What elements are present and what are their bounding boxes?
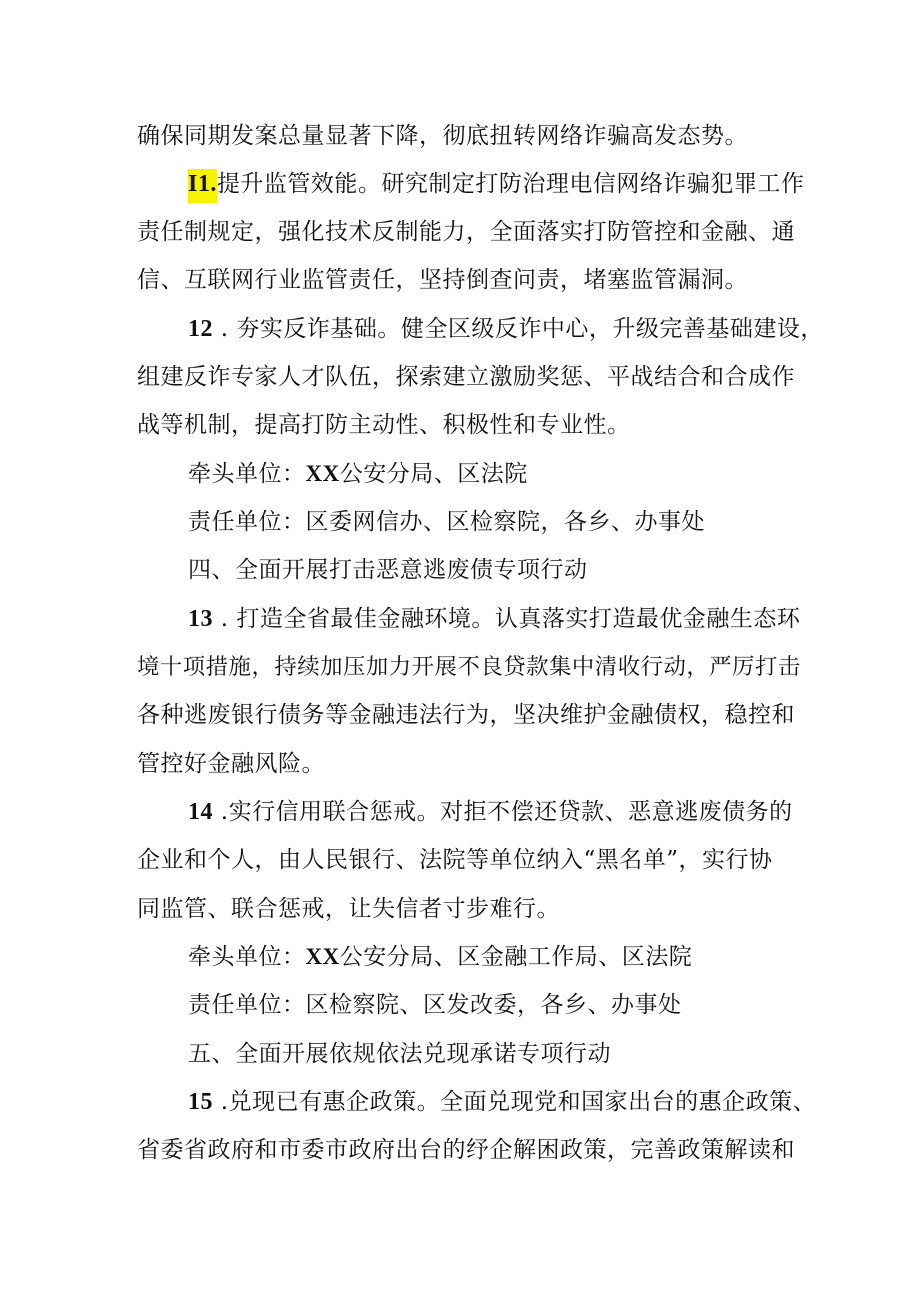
line-text: 公安分局、区金融工作局、区法院 [339,944,693,970]
paragraph-line [188,452,920,496]
line-text: .兑现已有惠企政策。全面兑现党和国家出台的惠企政策、 [213,1089,817,1115]
line-text: .实行信用联合惩戒。对拒不偿还贷款、恶意逃废债务的 [213,799,793,825]
paragraph-line [137,887,920,931]
line-text: 战等机制，提高打防主动性、积极性和专业性。 [137,412,631,438]
line-text: 企业和个人，由人民银行、法院等单位纳入“黑名单”，实行协 [137,847,773,873]
line-text: 组建反诈专家人才队伍，探索建立激励奖惩、平战结合和合成作 [137,364,795,390]
line-text: 责任单位：区检察院、区发改委，各乡、办事处 [188,992,682,1018]
bold-placeholder: XX [305,461,340,486]
paragraph-line [137,114,920,158]
line-text: . 打造全省最佳金融环境。认真落实打造最优金融生态环 [213,606,801,632]
line-text: 提升监管效能。研究制定打防治理电信网络诈骗犯罪工作 [216,171,805,197]
line-text: 四、全面开展打击恶意逃废债专项行动 [188,557,588,583]
paragraph-line [188,162,920,206]
item-number: 14 [188,799,213,825]
line-text: 责任制规定，强化技术反制能力，全面落实打防管控和金融、通 [137,219,795,245]
paragraph-line [137,355,920,399]
paragraph-line [137,403,920,447]
line-text: 省委省政府和市委市政府出台的纾企解困政策，完善政策解读和 [137,1137,795,1163]
line-prefix: 牵头单位： [188,944,306,970]
paragraph-line [188,307,920,351]
line-text: 各种逃废银行债务等金融违法行为，坚决维护金融债权，稳控和 [137,702,795,728]
paragraph-line [188,597,920,641]
paragraph-line [188,935,920,979]
paragraph-line [137,210,920,254]
paragraph-line [137,645,920,689]
paragraph-line [188,1080,920,1124]
line-text: 五、全面开展依规依法兑现承诺专项行动 [188,1041,611,1067]
paragraph-line [137,1128,920,1172]
paragraph-line [188,500,920,544]
item-number-highlighted: I1. [188,169,217,203]
line-text: . 夯实反诈基础。健全区级反诈中心，升级完善基础建设， [213,316,824,342]
paragraph-line [188,983,920,1027]
line-text: 责任单位：区委网信办、区检察院，各乡、办事处 [188,509,705,535]
paragraph-line [137,258,920,302]
line-text: 管控好金融风险。 [137,751,325,777]
line-text: 公安分局、区法院 [339,461,528,487]
item-number: 12 [188,316,213,342]
section-heading [188,548,920,592]
paragraph-line [137,693,920,737]
section-heading [188,1032,920,1076]
paragraph-line [188,790,920,834]
bold-placeholder: XX [305,944,340,969]
line-prefix: 牵头单位： [188,461,306,487]
paragraph-line [137,838,920,882]
line-text: 境十项措施，持续加压加力开展不良贷款集中清收行动，严厉打击 [137,654,801,680]
paragraph-line [137,742,920,786]
item-number: 13 [188,606,213,632]
line-text: 确保同期发案总量显著下降，彻底扭转网络诈骗高发态势。 [137,123,748,149]
line-text: 同监管、联合惩戒，让失信者寸步难行。 [137,896,560,922]
item-number: 15 [188,1089,213,1115]
line-text: 信、互联网行业监管责任，坚持倒查问责，堵塞监管漏洞。 [137,267,748,293]
